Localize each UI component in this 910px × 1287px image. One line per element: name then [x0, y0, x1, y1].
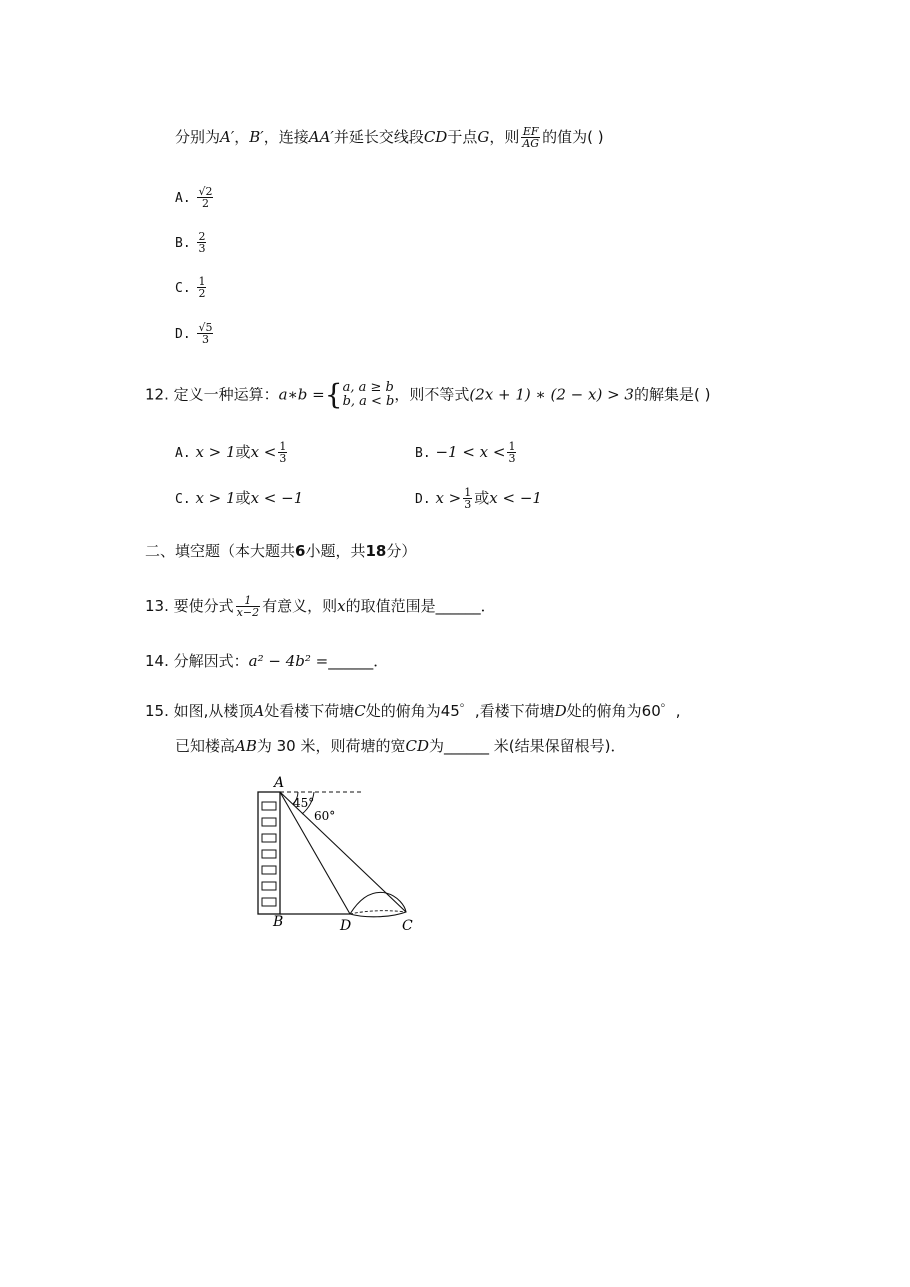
building-windows	[262, 802, 276, 906]
q15-figure	[240, 772, 430, 937]
q12-option-d[interactable]: D. x > $\frac{1}{3}$ 或x < −1	[415, 486, 542, 511]
pond-dashed-chord	[350, 911, 406, 914]
label-b: B	[273, 914, 284, 930]
label-angle-60: 60°	[314, 809, 336, 823]
window	[262, 882, 276, 890]
q12-option-b[interactable]: B. −1 < x < $\frac{1}{3}$	[415, 440, 516, 465]
label-d: D	[340, 918, 352, 934]
q11-option-d[interactable]: D. $\frac{√5}{3}$	[175, 321, 213, 346]
q13-fraction: $\frac{1}{x-2}$	[236, 594, 260, 619]
q11-option-b[interactable]: B. $\frac{2}{3}$	[175, 230, 206, 255]
q11-fraction: $\frac{EF}{AG}$	[522, 125, 540, 150]
window	[262, 818, 276, 826]
q11-stem: 分别为A′，B′，连接AA′并延长交线段CD于点G，则 $\frac{EF}{AG}$ 的值为( )	[175, 125, 604, 150]
label-angle-45: 45°	[293, 796, 315, 810]
q11-option-a[interactable]: A. $\frac{√2}{2}$	[175, 185, 213, 210]
q11-option-c[interactable]: C. $\frac{1}{2}$	[175, 275, 206, 300]
q13-stem: 13. 要使分式 $\frac{1}{x-2}$ 有意义，则x的取值范围是______．	[145, 594, 496, 619]
label-a: A	[274, 775, 285, 791]
brace-icon: {	[324, 378, 343, 411]
section-2-heading: 二、填空题（本大题共6小题，共18分）	[145, 542, 417, 560]
q14-stem: 14. 分解因式：a² − 4b² =______．	[145, 652, 389, 670]
label-c: C	[402, 918, 413, 934]
window	[262, 866, 276, 874]
q12-stem: 12. 定义一种运算：a∗b ={ a, a ≥ b b, a < b ，则不等式(2x + 1) ∗ (2 − x) > 3的解集是( )	[145, 378, 711, 411]
window	[262, 898, 276, 906]
q12-option-a[interactable]: A. x > 1或x < $\frac{1}{3}$	[175, 440, 287, 465]
window	[262, 802, 276, 810]
window	[262, 834, 276, 842]
q12-cases: a, a ≥ b b, a < b	[342, 380, 395, 409]
q15-stem-line2: 已知楼高AB为 30 米，则荷塘的宽CD为______ 米(结果保留根号)．	[175, 737, 626, 755]
window	[262, 850, 276, 858]
q15-stem-line1: 15. 如图,从楼顶A处看楼下荷塘C处的俯角为45゜,看楼下荷塘D处的俯角为60゜,	[145, 702, 681, 720]
sight-line-ac	[280, 792, 406, 912]
q12-option-c[interactable]: C. x > 1或x < −1	[175, 489, 304, 507]
